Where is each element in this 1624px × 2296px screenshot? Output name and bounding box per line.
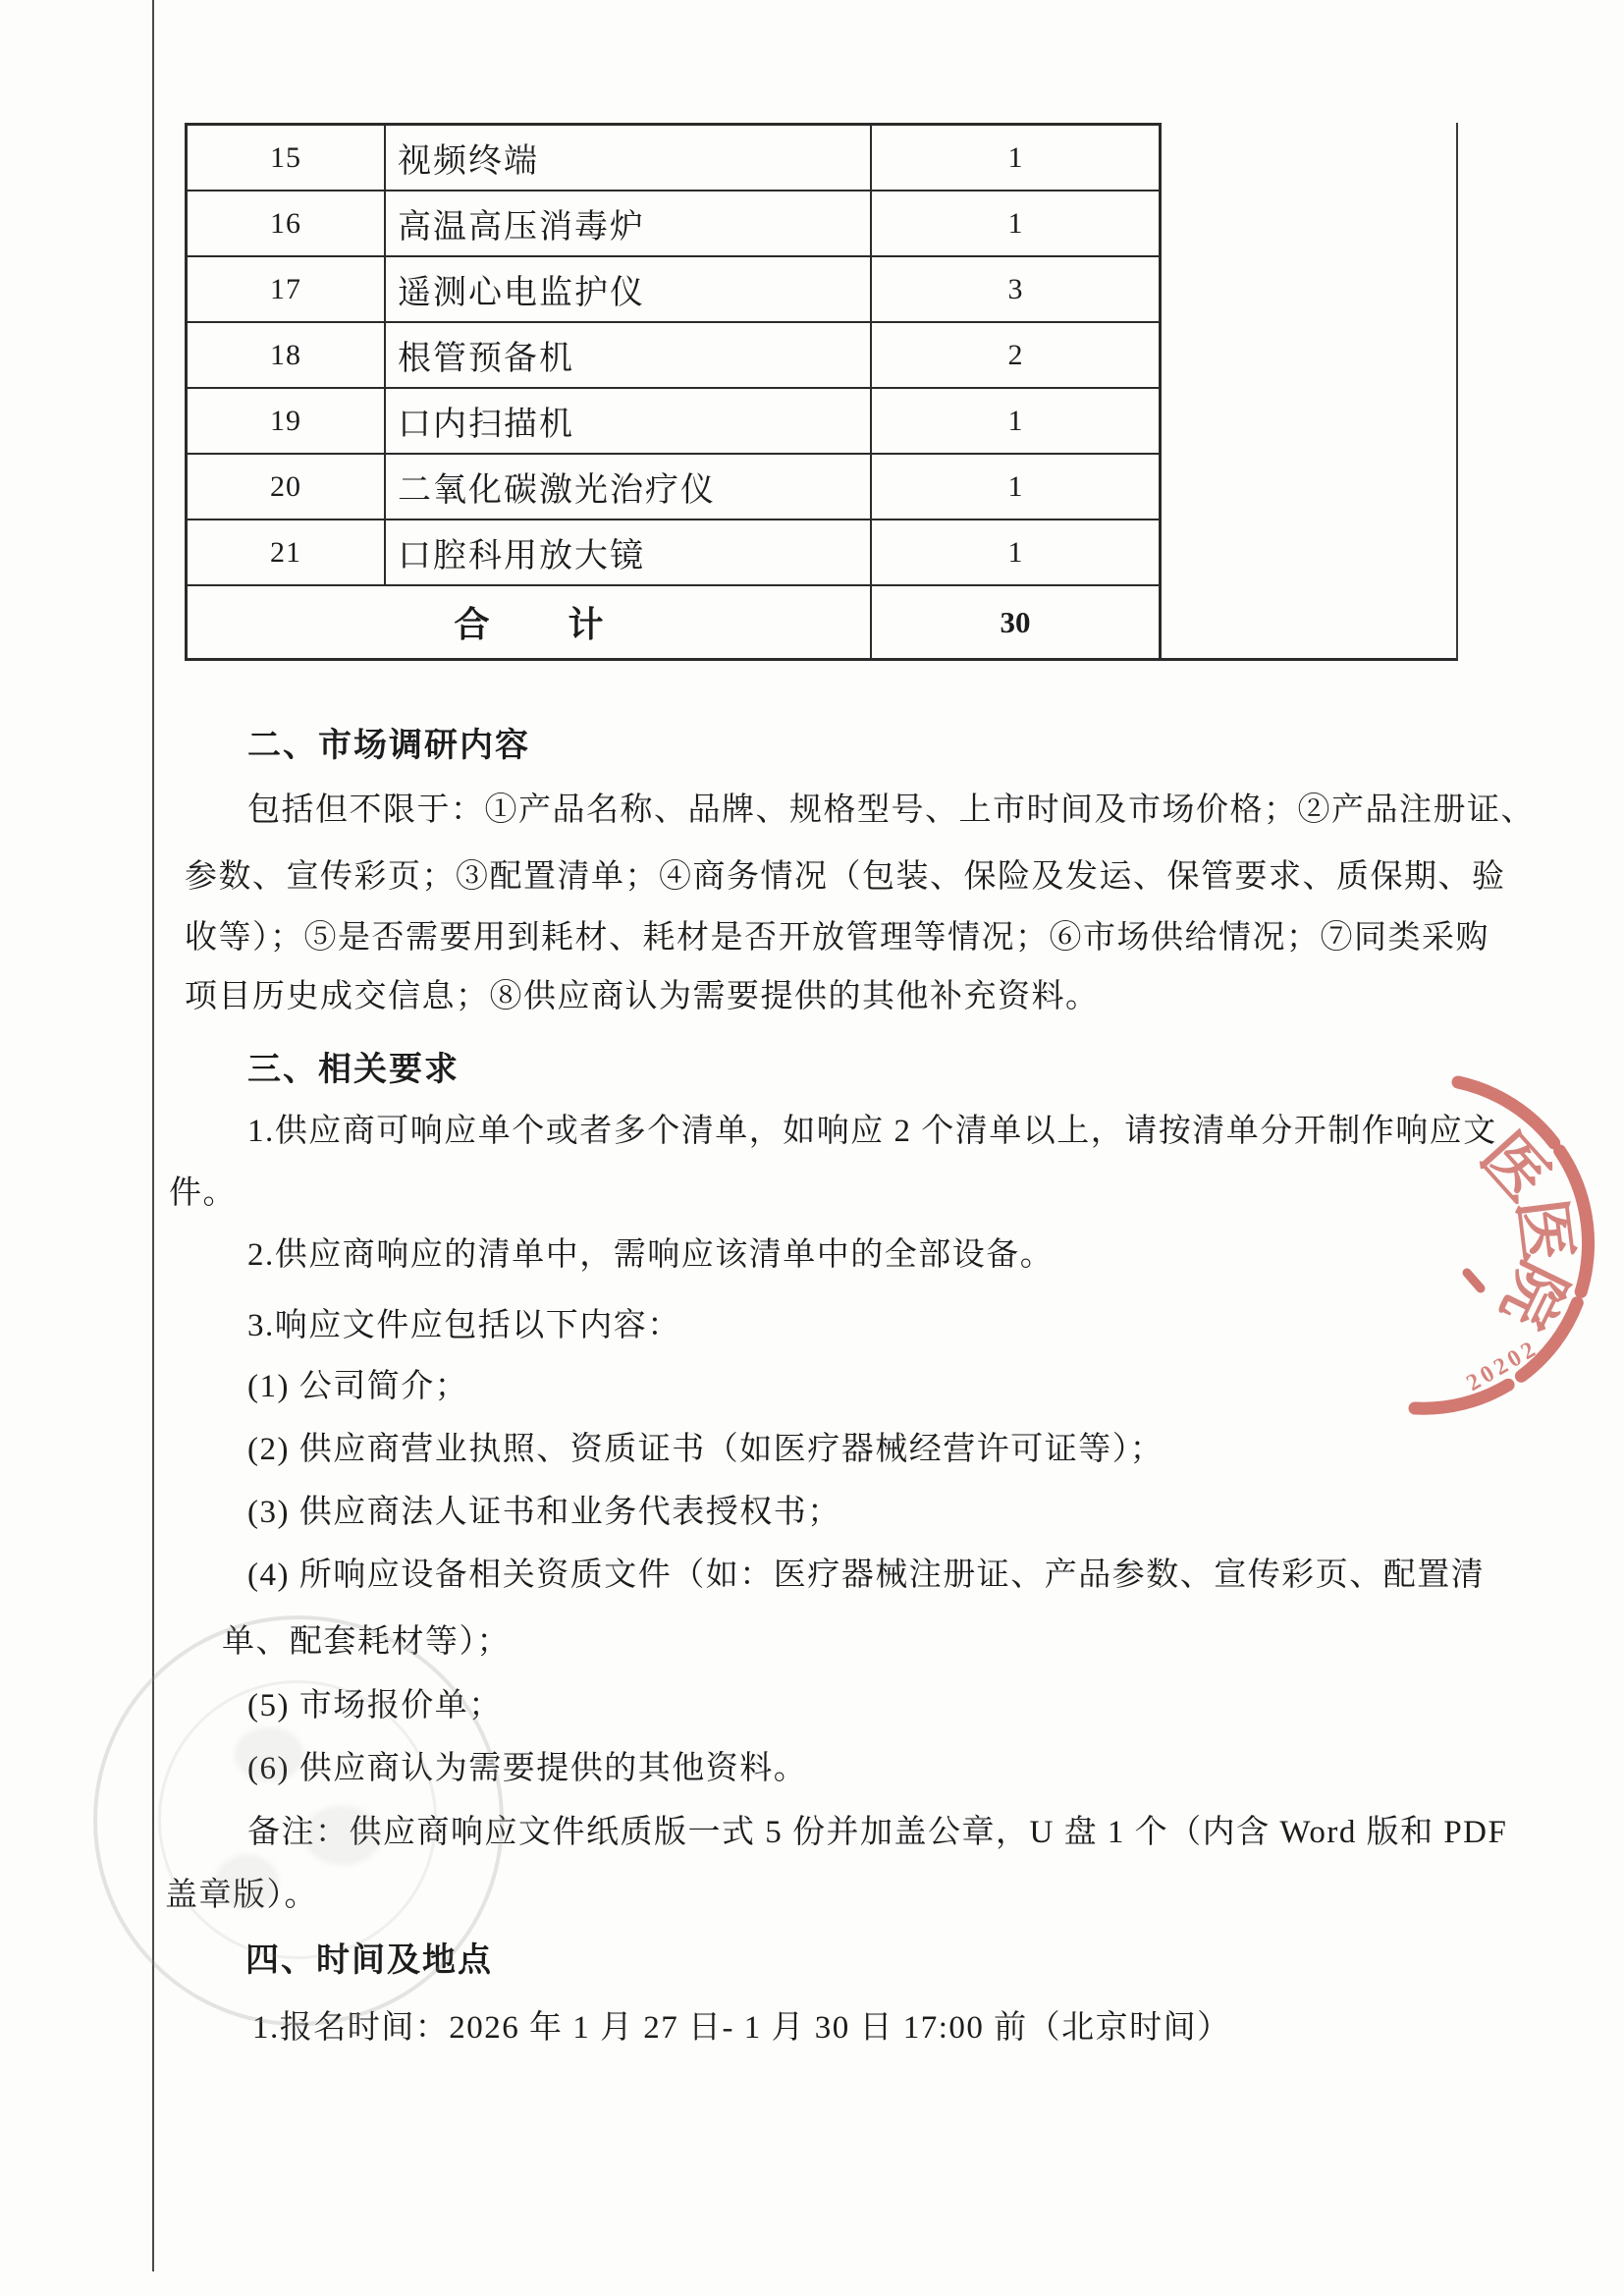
row-number-cell: 17	[188, 257, 386, 321]
row-number-cell: 18	[188, 323, 386, 387]
section2-heading: 二、市场调研内容	[247, 728, 530, 764]
quantity-cell: 1	[1007, 404, 1023, 437]
remark-line: 备注：供应商响应文件纸质版一式 5 份并加盖公章，U 盘 1 个（内含 Word 版和 PDF	[247, 1815, 1508, 1850]
remark-line: 盖章版）。	[165, 1878, 318, 1913]
item-name-cell: 视频终端	[386, 126, 872, 190]
equipment-table	[185, 123, 1162, 661]
seal-character: 医	[1467, 1120, 1562, 1214]
list-item-line: (4) 所响应设备相关资质文件（如：医疗器械注册证、产品参数、宣传彩页、配置清	[247, 1558, 1486, 1593]
table-row	[188, 126, 1159, 191]
item-name-cell: 二氧化碳激光治疗仪	[386, 455, 872, 519]
quantity-cell: 1	[1007, 140, 1023, 174]
item-name-cell: 高温高压消毒炉	[386, 191, 872, 255]
quantity-cell: 1	[1007, 469, 1023, 503]
row-number-cell: 19	[188, 389, 386, 453]
table-row	[188, 191, 1159, 257]
paragraph-line: 包括但不限于：①产品名称、品牌、规格型号、上市时间及市场价格；②产品注册证、	[247, 793, 1535, 828]
quantity-cell: 1	[1007, 535, 1023, 569]
section4-heading: 四、时间及地点	[245, 1942, 493, 1979]
row-number-cell: 21	[188, 520, 386, 584]
seal-serial-number: 20202	[1462, 1335, 1543, 1397]
paragraph-line: 2.供应商响应的清单中，需响应该清单中的全部设备。	[247, 1237, 1055, 1273]
seal-small-mark	[1467, 1273, 1481, 1288]
item-name-cell: 口腔科用放大镜	[386, 520, 872, 584]
row-number-cell: 16	[188, 191, 386, 255]
paragraph-line: 3.响应文件应包括以下内容：	[247, 1308, 681, 1343]
seal-character: 医	[1505, 1194, 1583, 1267]
row-number-cell: 15	[188, 126, 386, 190]
list-item-line: (6) 供应商认为需要提供的其他资料。	[247, 1751, 808, 1786]
list-item-line: (1) 公司简介；	[247, 1369, 469, 1404]
table-row	[188, 257, 1159, 323]
section3-heading: 三、相关要求	[247, 1052, 460, 1088]
paragraph-line: 件。	[169, 1175, 237, 1211]
seal-character: 院	[1488, 1251, 1579, 1339]
paragraph-line: 1.报名时间：2026 年 1 月 27 日- 1 月 30 日 17:00 前（北京时间）	[252, 2010, 1231, 2046]
paragraph-line: 项目历史成交信息；⑧供应商认为需要提供的其他补充资料。	[185, 979, 1100, 1014]
item-name-cell: 口内扫描机	[386, 389, 872, 453]
quantity-cell: 1	[1007, 206, 1023, 240]
quantity-cell: 3	[1007, 272, 1023, 305]
paragraph-line: 收等）；⑤是否需要用到耗材、耗材是否开放管理等情况；⑥市场供给情况；⑦同类采购	[185, 920, 1489, 956]
item-name-cell: 根管预备机	[386, 323, 872, 387]
total-label-cell	[188, 586, 872, 658]
list-item-line: 单、配套耗材等）；	[222, 1624, 511, 1660]
table-remarks-column-empty	[1162, 123, 1458, 661]
paragraph-line: 1.供应商可响应单个或者多个清单，如响应 2 个清单以上，请按清单分开制作响应文	[247, 1114, 1497, 1149]
left-margin-line	[152, 0, 154, 2271]
total-quantity-cell: 30	[1000, 604, 1031, 639]
table-row	[188, 455, 1159, 520]
total-label: 合	[454, 605, 490, 644]
item-name-cell: 遥测心电监护仪	[386, 257, 872, 321]
list-item-line: (5) 市场报价单；	[247, 1688, 503, 1723]
table-total-row	[188, 586, 1159, 658]
list-item-line: (2) 供应商营业执照、资质证书（如医疗器械经营许可证等）；	[247, 1432, 1164, 1467]
table-row	[188, 389, 1159, 455]
table-row	[188, 520, 1159, 586]
quantity-cell: 2	[1007, 338, 1023, 371]
table-row	[188, 323, 1159, 389]
paragraph-line: 参数、宣传彩页；③配置清单；④商务情况（包装、保险及发运、保管要求、质保期、验	[185, 859, 1506, 895]
list-item-line: (3) 供应商法人证书和业务代表授权书；	[247, 1495, 841, 1530]
total-label: 计	[568, 605, 604, 644]
row-number-cell: 20	[188, 455, 386, 519]
